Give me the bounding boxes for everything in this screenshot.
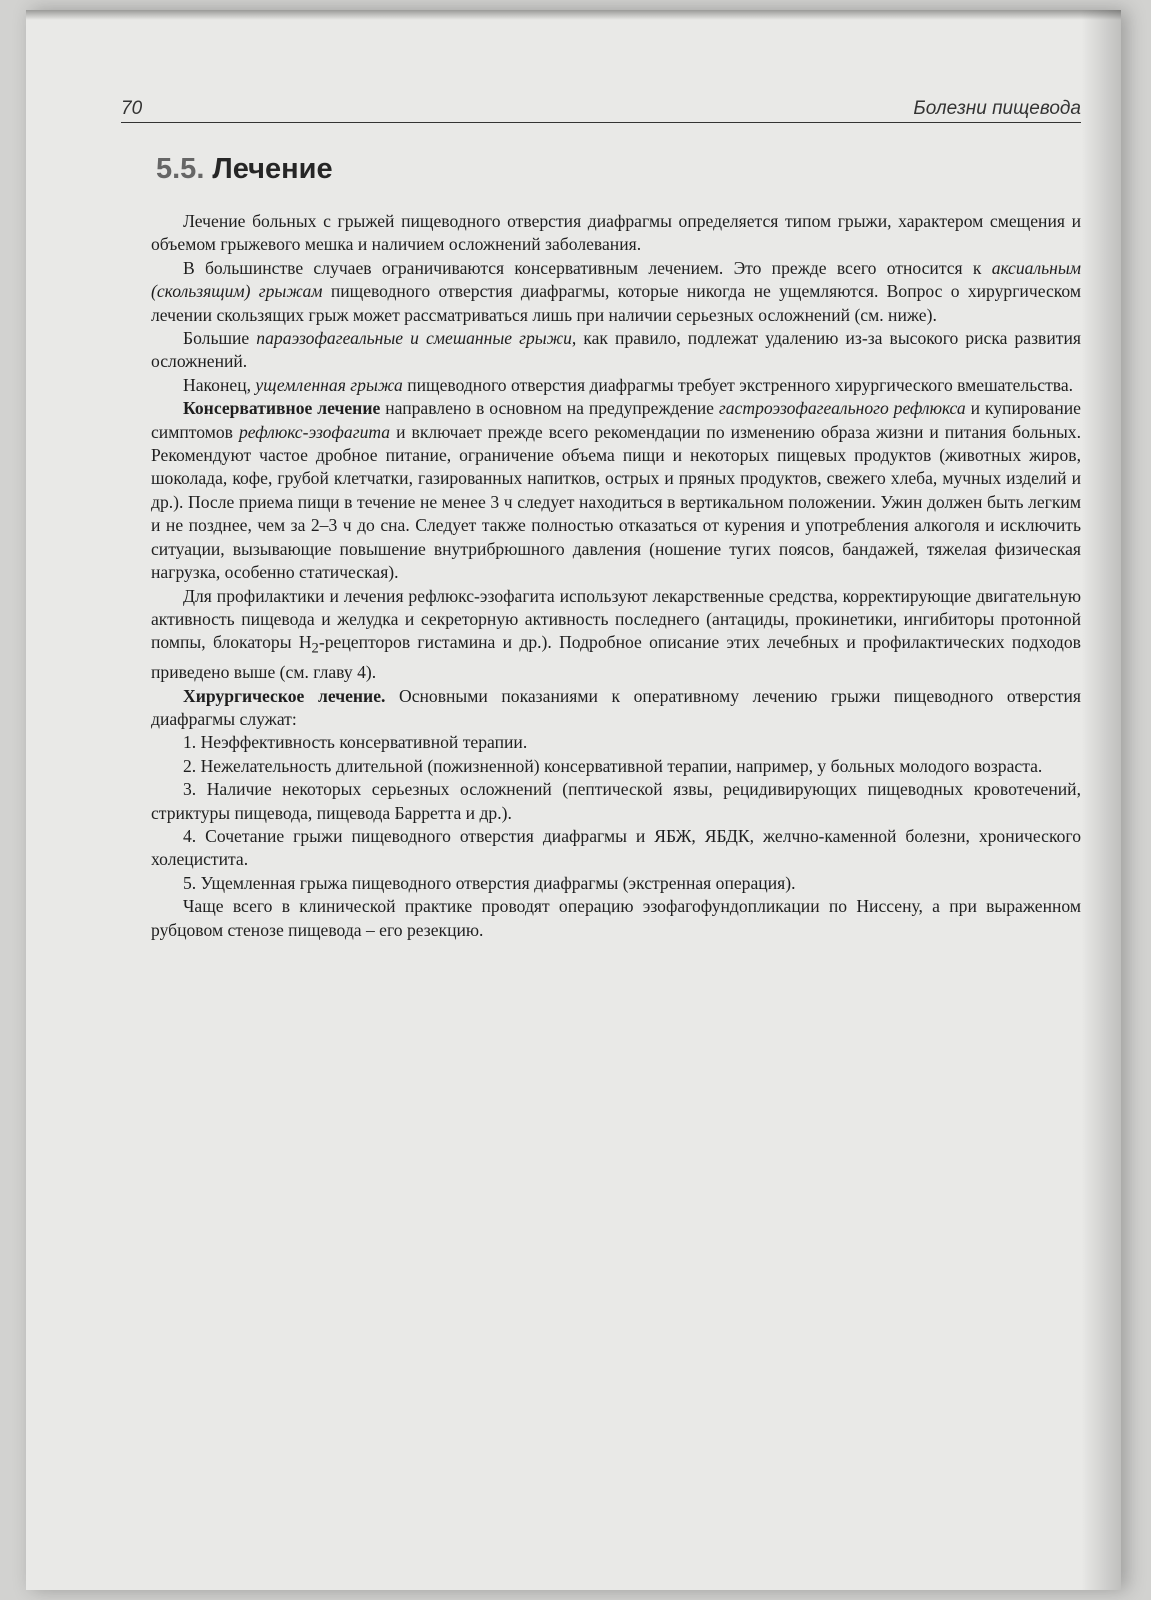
paragraph-7 [151,685,1081,732]
paragraph-4 [151,374,1081,397]
list-item-4: 4. Сочетание грыжи пищеводного отверстия диафрагмы и ЯБЖ, ЯБДК, желчно-каменной болезни, хронического холецистита. [151,826,1081,870]
paragraph-6-text-c: -рецепторов гистамина и др.). Подробное описание этих лечебных и профилактических подходов приведено выше (см. главу 4). [151,632,1081,683]
paragraph-6-text-a: Для профилактики и лечения рефлюкс-эзофагита используют лекарственные средства, корректирующие двигательную активность пищевода и желудка и секреторную активность последнего (антациды, прокинетики, ингибиторы протонной помпы, блокаторы H [151,585,1081,653]
list-item-5: 5. Ущемленная грыжа пищеводного отверстия диафрагмы (экстренная операция). [183,872,796,893]
paragraph-3-emphasis: параэзофагеальные и смешанные грыжи [256,328,572,349]
paragraph-8: Чаще всего в клинической практике проводят операцию эзофагофундопликации по Ниссену, а при выраженном рубцовом стенозе пищевода – его резекцию. [151,896,1081,940]
section-number: 5.5. [156,153,205,185]
scan-top-edge [26,10,1121,20]
paragraph-6-subscript: 2 [311,640,319,657]
paragraph-2-emphasis: аксиальным (скользящим) грыжам [151,257,1081,302]
list-item-2: 2. Нежелательность длительной (пожизненной) консервативной терапии, например, у больных молодого возраста. [183,755,1043,776]
paragraph-7-heading: Хирургическое лечение. [183,685,386,706]
paragraph-5-emphasis-1: гастроэзофагеального рефлюкса [718,398,966,419]
list-item-3: 3. Наличие некоторых серьезных осложнений (пептической язвы, рецидивирующих пищеводных кровотечений, стриктуры пищевода, пищевода Барретта и др.). [151,779,1081,823]
section-title-text: Лечение [212,153,333,185]
paragraph-5-text-b: направлено в основном на предупреждение [380,398,719,419]
list-item-1: 1. Неэффективность консервативной терапии. [183,732,528,753]
paragraph-5 [151,397,1081,584]
running-title: Болезни пищевода [913,98,1081,119]
paragraph-7-text-b: Основными показаниями к оперативному лечению грыжи пищеводного отверстия диафрагмы служат: [151,685,1081,730]
paragraph-2-text-a: В большинстве случаев ограничиваются консервативным лечением. Это прежде всего относится к [183,257,992,278]
paragraph-2 [151,257,1081,327]
paragraph-2-text-c: пищеводного отверстия диафрагмы, которые никогда не ущемляются. Вопрос о хирургическом лечении скользящих грыж может рассматриваться лишь при наличии серьезных осложнений (см. ниже). [151,281,1082,325]
paragraph-5-emphasis-2: рефлюкс-эзофагита [238,421,391,442]
page-header [121,94,1081,123]
paragraph-4-text-a: Наконец, [183,374,256,395]
paragraph-3-text-c: , как правило, подлежат удалению из-за высокого риска развития осложнений. [151,328,1081,372]
body-text [151,210,1081,942]
paragraph-6 [151,585,1081,685]
paragraph-4-text-c: пищеводного отверстия диафрагмы требует экстренного хирургического вмешательства. [402,374,1074,395]
paragraph-5-text-f: и включает прежде всего рекомендации по изменению образа жизни и питания больных. Рекомендуют частое дробное питание, ограничение объема пищи и некоторых пищевых продуктов (животных жиров, шоколада, кофе, грубой клетчатки, газированных напитков, острых и пряных продуктов, свежего хлеба, мучных изделий и др.). После приема пищи в течение не менее 3 ч следует находиться в вертикальном положении. Ужин должен быть легким и не позднее, чем за 2–3 ч до сна. Следует также полностью отказаться от курения и употребления алкоголя и исключить ситуации, вызывающие повышение внутрибрюшного давления (ношение тугих поясов, бандажей, тяжелая физическая нагрузка, особенно статическая). [151,421,1081,583]
scan-binding-shadow [1081,10,1121,1590]
section-title [156,153,333,186]
page-number: 70 [121,98,143,119]
paragraph-4-emphasis: ущемленная грыжа [255,374,403,395]
paragraph-3-text-a: Большие [183,328,257,349]
paragraph-3 [151,327,1081,374]
book-page [26,10,1121,1590]
paragraph-1: Лечение больных с грыжей пищеводного отверстия диафрагмы определяется типом грыжи, характером смещения и объемом грыжевого мешка и наличием осложнений заболевания. [151,211,1081,255]
paragraph-5-heading: Консервативное лечение [183,398,381,419]
paragraph-5-text-d: и купирование симптомов [151,398,1081,442]
